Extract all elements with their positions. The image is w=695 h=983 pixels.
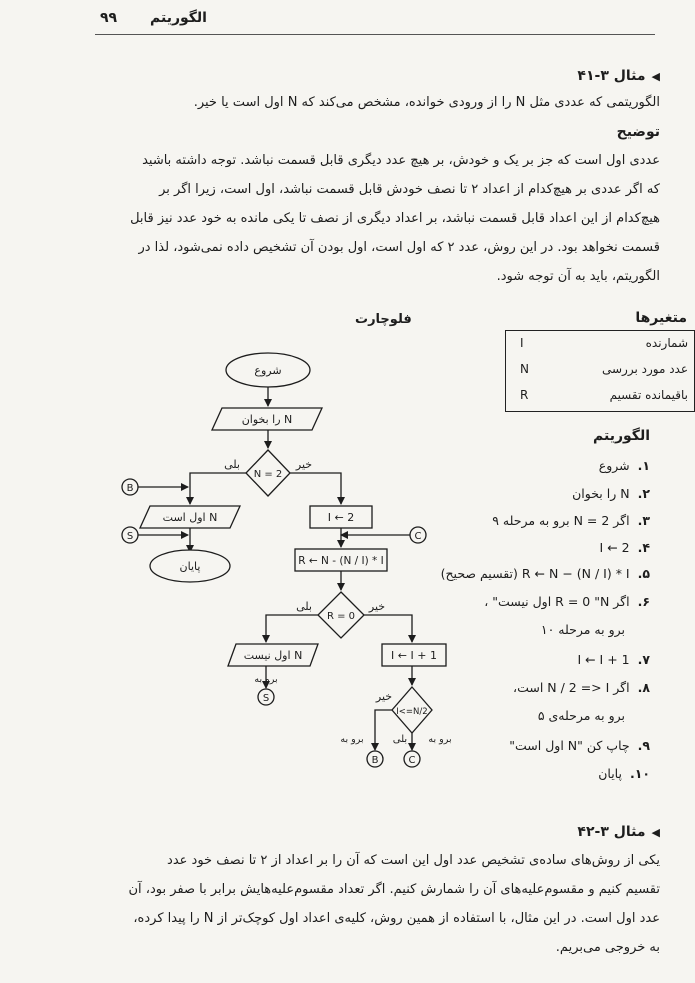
variable-row [506,331,694,357]
step-number: ۸. [637,680,650,695]
goto-label: برو به [340,734,364,745]
algorithm-step [513,680,650,695]
variable-name: شمارنده [645,336,688,350]
variables-table [505,330,695,412]
step-text: چاپ کن "N اول است" [509,738,630,753]
example-heading [577,824,660,840]
example-heading [577,68,660,84]
example-heading-text: مثال ۳-۴۲ [577,824,646,840]
variable-row [506,357,694,383]
read-label: N را بخوان [241,413,293,426]
explanation-line: عددی اول است که جز بر یک و خودش، بر هیچ عدد دیگری قابل قسمت نباشد. توجه داشته باشید [142,153,660,168]
connector-s-label: S [126,531,134,542]
step-number: ۱. [637,458,650,473]
explanation-line: قسمت نخواهد بود. در این روش، عدد ۲ که اول است، اول بودن آن تشخیص داده نمی‌شود، لذا در [138,240,660,255]
algorithm-step [509,738,650,753]
prime-output-label: N اول است [162,511,218,524]
flow-arrow [190,473,246,504]
increment-label: I ← I + 1 [391,649,437,662]
start-label: شروع [254,364,282,377]
connector-b-label: B [371,755,379,766]
flow-arrow [364,615,412,642]
triangle-bullet-icon: ◀ [651,826,660,839]
explanation-line: که اگر عددی بر هیچ‌کدام از اعداد ۲ تا نصف خودش قابل قسمت نباشد، اول است، زیرا اگر بر [159,182,660,197]
yes-label: بلی [392,734,408,745]
flowchart-title: فلوچارت [355,312,412,327]
explanation-line: الگوریتم، باید به آن توجه شود. [496,269,660,284]
triangle-bullet-icon: ◀ [651,70,660,83]
example2-line: عدد اول است. در این مثال، با استفاده از همین روش، کلیه‌ی اعداد اول کوچک‌تر از N را پیدا کرده، [133,911,660,926]
example-heading-text: مثال ۳-۴۱ [577,68,646,84]
not-prime-output-label: N اول نیست [243,649,303,662]
step-text: N را بخوان [572,486,630,501]
step-number: ۶. [637,594,650,609]
step-text: اگر N / 2 => I است، [513,680,630,695]
algorithm-step [577,652,650,667]
running-header-title: الگوریتم [150,10,207,26]
algorithm-step [572,486,650,501]
step-number: ۴. [637,540,650,555]
step-number: ۹. [637,738,650,753]
no-label: خیر [375,690,393,703]
algorithm-title: الگوریتم [593,428,650,444]
step-number: ۳. [637,513,650,528]
algorithm-step [598,766,650,781]
connector-c-label: C [414,531,422,542]
connector-s-label: S [262,693,270,704]
algorithm-step [541,622,625,637]
step-text: پایان [598,766,622,781]
step-text: I ← I + 1 [577,652,630,667]
example2-line: یکی از روش‌های ساده‌ی تشخیص عدد اول این است که آن را بر اعداد از ۲ تا نصف خود عدد [167,853,660,868]
variable-symbol: N [520,362,529,376]
decision2-label: R = 0 [326,611,356,622]
yes-label: بلی [224,458,240,471]
explanation-paragraph [25,146,660,291]
page-number: ۹۹ [100,10,118,26]
goto-label: برو به [254,674,278,685]
step-text: شروع [598,458,630,473]
algorithm-step [600,540,650,555]
example2-line: به خروجی می‌بریم. [555,940,660,955]
example2-line: تقسیم کنیم و مقسوم‌علیه‌های آن را شمارش کنیم. اگر تعداد مقسوم‌علیه‌هایش برابر با صفر بود، آن [128,882,660,897]
algorithm-step [484,594,650,609]
step-text: اگر R = 0 "N اول نیست" ، [484,594,630,609]
flow-arrow [290,473,341,504]
variables-title: متغیرها [635,310,687,326]
init-label: I ← 2 [327,511,355,524]
example-problem: الگوریتمی که عددی مثل N را از ورودی خوانده، مشخص می‌کند که N اول است یا خیر. [193,95,660,110]
step-text: برو به مرحله‌ی ۵ [537,708,625,723]
step-text: R ← N − (N / I) * I (تقسیم صحیح) [440,566,630,581]
no-label: خیر [368,600,386,613]
step-number: ۵. [637,566,650,581]
step-text: برو به مرحله ۱۰ [540,622,625,637]
decision3-label: I<=N/2 [396,707,428,717]
variable-symbol: I [520,336,524,350]
explanation-line: هیچ‌کدام از این اعداد قابل قسمت نباشد، بر اعداد دیگری از نصف تا یکی مانده به خود عدد نیز قابل [130,211,660,226]
step-number: ۷. [637,652,650,667]
decision1-label: N = 2 [253,469,283,480]
variable-row [506,383,694,409]
variable-name: باقیمانده تقسیم [609,388,688,402]
calc-label: R ← N - (N / I) * I [298,555,384,567]
explanation-heading: توضیح [616,124,660,140]
header-rule [95,34,655,35]
algorithm-step [599,458,650,473]
yes-label: بلی [296,600,312,613]
flow-arrow [375,710,392,750]
flow-arrow [266,615,318,642]
algorithm-step [538,708,625,723]
connector-c-label: C [408,755,416,766]
goto-label: برو به [428,734,452,745]
variable-name: عدد مورد بررسی [601,362,688,376]
example2-paragraph [25,846,660,962]
step-number: ۱۰. [629,766,650,781]
flowchart [0,330,495,790]
step-text: I ← 2 [599,540,630,555]
step-number: ۲. [637,486,650,501]
variable-symbol: R [520,388,529,402]
no-label: خیر [295,458,313,471]
connector-b-label: B [126,483,134,494]
step-text: اگر N = 2 برو به مرحله ۹ [492,513,630,528]
end-label: پایان [179,560,201,573]
algorithm-step [441,566,650,581]
algorithm-step [492,513,650,528]
